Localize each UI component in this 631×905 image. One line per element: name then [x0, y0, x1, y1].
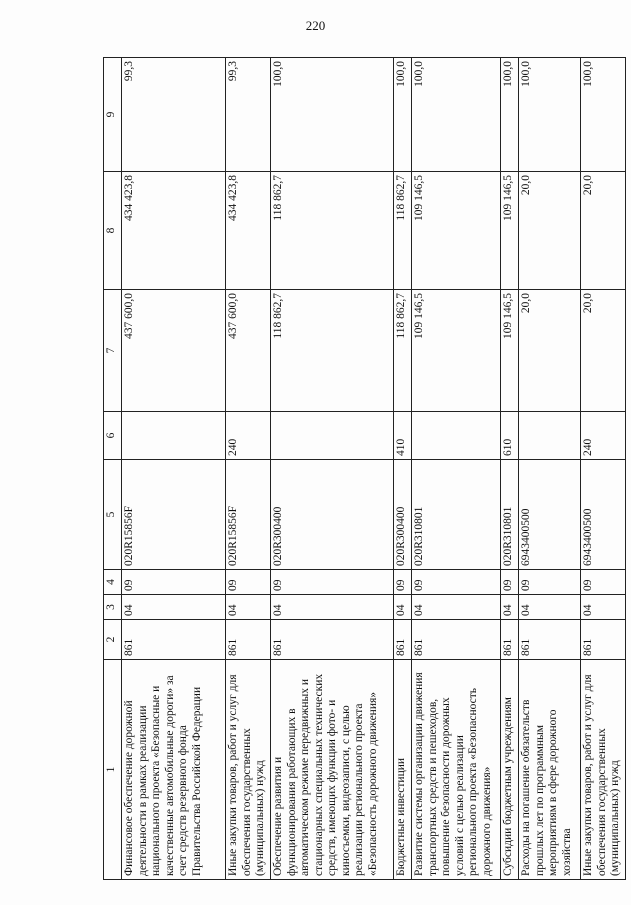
header-cell-2: 2 — [104, 620, 122, 660]
ministry-code: 861 — [271, 620, 394, 660]
target-article: 6943400500 — [519, 460, 581, 570]
table-row — [412, 58, 501, 880]
planned-amount: 118 862,7 — [271, 290, 394, 412]
item-name: Иные закупки товаров, работ и услуг для обеспечения государственных (муниципальных) нужд — [581, 660, 626, 880]
executed-amount: 118 862,7 — [271, 172, 394, 290]
planned-amount: 118 862,7 — [394, 290, 412, 412]
item-name: Расходы на погашение обязательств прошлых лет по программным мероприятиям в сфере дорожного хозяйства — [519, 660, 581, 880]
executed-amount: 20,0 — [581, 172, 626, 290]
executed-amount: 109 146,5 — [501, 172, 519, 290]
expense-type: 410 — [394, 412, 412, 460]
executed-amount: 434 423,8 — [226, 172, 271, 290]
subsection-code: 09 — [122, 570, 226, 595]
ministry-code: 861 — [226, 620, 271, 660]
planned-amount: 109 146,5 — [501, 290, 519, 412]
item-name: Финансовое обеспечение дорожной деятельности в рамках реализации национального проекта «Безопасные и качественные автомобильные дороги» за счет средств резервного фонда Правительства Российской Федерации — [122, 660, 226, 880]
planned-amount: 437 600,0 — [122, 290, 226, 412]
header-cell-8: 8 — [104, 172, 122, 290]
header-cell-1: 1 — [104, 660, 122, 880]
execution-percent: 99,3 — [226, 58, 271, 172]
header-cell-3: 3 — [104, 595, 122, 620]
expense-type — [122, 412, 226, 460]
subsection-code: 09 — [581, 570, 626, 595]
section-code: 04 — [394, 595, 412, 620]
table-header-row — [104, 58, 122, 880]
ministry-code: 861 — [581, 620, 626, 660]
ministry-code: 861 — [501, 620, 519, 660]
executed-amount: 20,0 — [519, 172, 581, 290]
item-name: Развитие системы организации движения транспортных средств и пешеходов, повышение безопасности дорожных условий с целью реализации регионального проекта «Безопасность дорожного движения» — [412, 660, 501, 880]
planned-amount: 20,0 — [581, 290, 626, 412]
rotated-table-container — [103, 58, 622, 880]
table-row — [501, 58, 519, 880]
section-code: 04 — [271, 595, 394, 620]
execution-percent: 100,0 — [519, 58, 581, 172]
target-article: 020R300400 — [271, 460, 394, 570]
execution-percent: 99,3 — [122, 58, 226, 172]
item-name: Бюджетные инвестиции — [394, 660, 412, 880]
executed-amount: 109 146,5 — [412, 172, 501, 290]
item-name: Иные закупки товаров, работ и услуг для обеспечения государственных (муниципальных) нужд — [226, 660, 271, 880]
planned-amount: 20,0 — [519, 290, 581, 412]
section-code: 04 — [226, 595, 271, 620]
expense-type — [519, 412, 581, 460]
subsection-code: 09 — [271, 570, 394, 595]
table-row — [519, 58, 581, 880]
target-article: 020R15856F — [122, 460, 226, 570]
execution-percent: 100,0 — [271, 58, 394, 172]
expense-type — [412, 412, 501, 460]
target-article: 020R300400 — [394, 460, 412, 570]
header-cell-5: 5 — [104, 460, 122, 570]
expense-type — [271, 412, 394, 460]
subsection-code: 09 — [501, 570, 519, 595]
table-row — [226, 58, 271, 880]
subsection-code: 09 — [519, 570, 581, 595]
execution-percent: 100,0 — [501, 58, 519, 172]
header-cell-6: 6 — [104, 412, 122, 460]
ministry-code: 861 — [394, 620, 412, 660]
subsection-code: 09 — [394, 570, 412, 595]
ministry-code: 861 — [122, 620, 226, 660]
target-article: 6943400500 — [581, 460, 626, 570]
table-row — [394, 58, 412, 880]
expense-type: 240 — [581, 412, 626, 460]
page-number: 220 — [305, 18, 326, 33]
section-code: 04 — [412, 595, 501, 620]
header-cell-7: 7 — [104, 290, 122, 412]
item-name: Субсидии бюджетным учреждениям — [501, 660, 519, 880]
ministry-code: 861 — [519, 620, 581, 660]
target-article: 020R15856F — [226, 460, 271, 570]
planned-amount: 109 146,5 — [412, 290, 501, 412]
executed-amount: 434 423,8 — [122, 172, 226, 290]
section-code: 04 — [501, 595, 519, 620]
item-name: Обеспечение развития и функционирования работающих в автоматическом режиме передвижных и стационарных специальных технических средств, имеющих функции фото- и киносъемки, видеозаписи, с целью реализации регионального проекта «Безопасность дорожного движения» — [271, 660, 394, 880]
target-article: 020R310801 — [412, 460, 501, 570]
header-cell-4: 4 — [104, 570, 122, 595]
target-article: 020R310801 — [501, 460, 519, 570]
section-code: 04 — [519, 595, 581, 620]
section-code: 04 — [122, 595, 226, 620]
table-row — [122, 58, 226, 880]
planned-amount: 437 600,0 — [226, 290, 271, 412]
execution-percent: 100,0 — [412, 58, 501, 172]
subsection-code: 09 — [226, 570, 271, 595]
section-code: 04 — [581, 595, 626, 620]
expense-type: 240 — [226, 412, 271, 460]
ministry-code: 861 — [412, 620, 501, 660]
table-row — [581, 58, 626, 880]
execution-percent: 100,0 — [581, 58, 626, 172]
table-row — [271, 58, 394, 880]
header-cell-9: 9 — [104, 58, 122, 172]
budget-table — [103, 57, 626, 880]
table-frame — [103, 58, 622, 880]
expense-type: 610 — [501, 412, 519, 460]
subsection-code: 09 — [412, 570, 501, 595]
execution-percent: 100,0 — [394, 58, 412, 172]
executed-amount: 118 862,7 — [394, 172, 412, 290]
